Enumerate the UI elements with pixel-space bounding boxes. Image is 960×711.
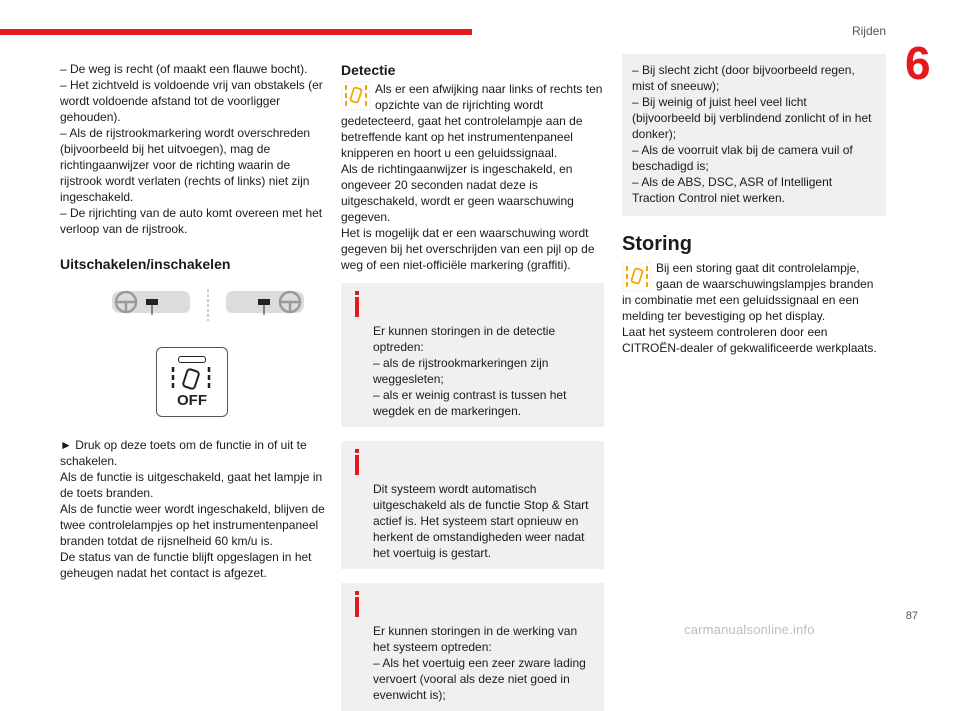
conditions-list: – De weg is recht (of maakt een flauwe bocht). – Het zichtveld is voldoende vrij van obstakels (er wordt voldoende afstand tot de voorligger gehouden). – Als de rijstrookmarkering wordt overschreden (bijvoorbeeld bij het uitvoegen), mag de richtingaanwijzer voor de richting waarin de rijstrook wordt verlaten (rechts of links) niet zijn ingeschakeld. – De rijrichting van de auto komt overeen met het verloop van de rijstrook.	[60, 62, 323, 236]
detection-body: Als er een afwijking naar links of rechts ten opzichte van de rijrichting wordt gedetecteerd, gaat het controlelampje aan de betreffende kant op het instrumentenpaneel knipperen en hoort u een geluidssignaal. Als de richtingaanwijzer is ingeschakeld, en ongeveer 20 seconden nadat deze is uitgeschakeld, wordt er geen waarschuwing gegeven. Het is mogelijk dat er een waarschuwing wordt gegeven bij het overschrijden van een pijl op de weg of een niet-officiële markering (graffiti).	[341, 82, 603, 272]
button-indicator-lamp	[178, 356, 206, 363]
lane-fault-amber-icon	[622, 262, 652, 292]
note-text: Er kunnen storingen in de detectie optreden: – als de rijstrookmarkeringen zijn weggesleten; – als er weinig contrast is tussen het wegdek en de markeringen.	[373, 324, 567, 418]
lane-departure-icon	[169, 365, 213, 393]
info-icon	[355, 449, 359, 475]
heading-uitschakelen: Uitschakelen/inschakelen	[60, 256, 231, 272]
page-number: 87	[905, 610, 918, 622]
note-stop-start	[341, 441, 604, 569]
heading-storing: Storing	[622, 233, 692, 255]
note-text: Er kunnen storingen in de werking van het systeem optreden: – Als het voertuig een zeer zware lading vervoert (vooral als deze niet goed in evenwicht is);	[373, 624, 586, 702]
info-icon	[355, 291, 359, 317]
note-operation-faults	[341, 583, 604, 711]
column-left	[60, 61, 326, 581]
note-detection-faults	[341, 283, 604, 427]
button-marker-left	[146, 299, 158, 305]
column-middle	[341, 61, 604, 711]
chapter-color-bar	[0, 29, 472, 35]
lane-assist-off-button	[156, 347, 228, 417]
button-marker-right	[258, 299, 270, 305]
conditions-continued-box: – Bij slecht zicht (door bijvoorbeeld regen, mist of sneeuw); – Bij weinig of juist heel veel licht (bijvoorbeeld bij verblindend zonlicht of in het donker); – Als de voorruit vlak bij de camera vuil of beschadigd is; – Als de ABS, DSC, ASR of Intelligent Traction Control niet werken.	[622, 54, 886, 216]
section-title: Rijden	[851, 24, 886, 38]
fault-body: Bij een storing gaat dit controlelampje, gaan de waarschuwingslampjes branden in combinatie met een geluidssignaal en een melding ter bevestiging op het display. Laat het systeem controleren door een CITROËN-dealer of gekwalificeerde werkplaats.	[622, 261, 877, 355]
off-label: OFF	[177, 392, 207, 409]
toggle-instructions: ► Druk op deze toets om de functie in of uit te schakelen. Als de functie is uitgeschakeld, gaat het lampje in de toets branden. Als de functie weer wordt ingeschakeld, blijven de twee controlelampjes op het instrumentenpaneel branden totdat de rijsnelheid 60 km/u is. De status van de functie blijft opgeslagen in het geheugen nadat het contact is afgezet.	[60, 438, 325, 580]
column-right	[622, 54, 886, 356]
lane-warning-amber-icon	[341, 81, 371, 111]
chapter-number: 6	[905, 37, 931, 89]
note-text: Dit systeem wordt automatisch uitgeschakeld als de functie Stop & Start actief is. Het systeem start opnieuw en herkent de omstandigheden weer nadat het voertuig is gestart.	[373, 482, 589, 560]
steering-wheel-diagram	[108, 287, 308, 327]
watermark: carmanualsonline.info	[684, 622, 815, 637]
heading-detectie: Detectie	[341, 62, 396, 78]
info-icon	[355, 591, 359, 617]
